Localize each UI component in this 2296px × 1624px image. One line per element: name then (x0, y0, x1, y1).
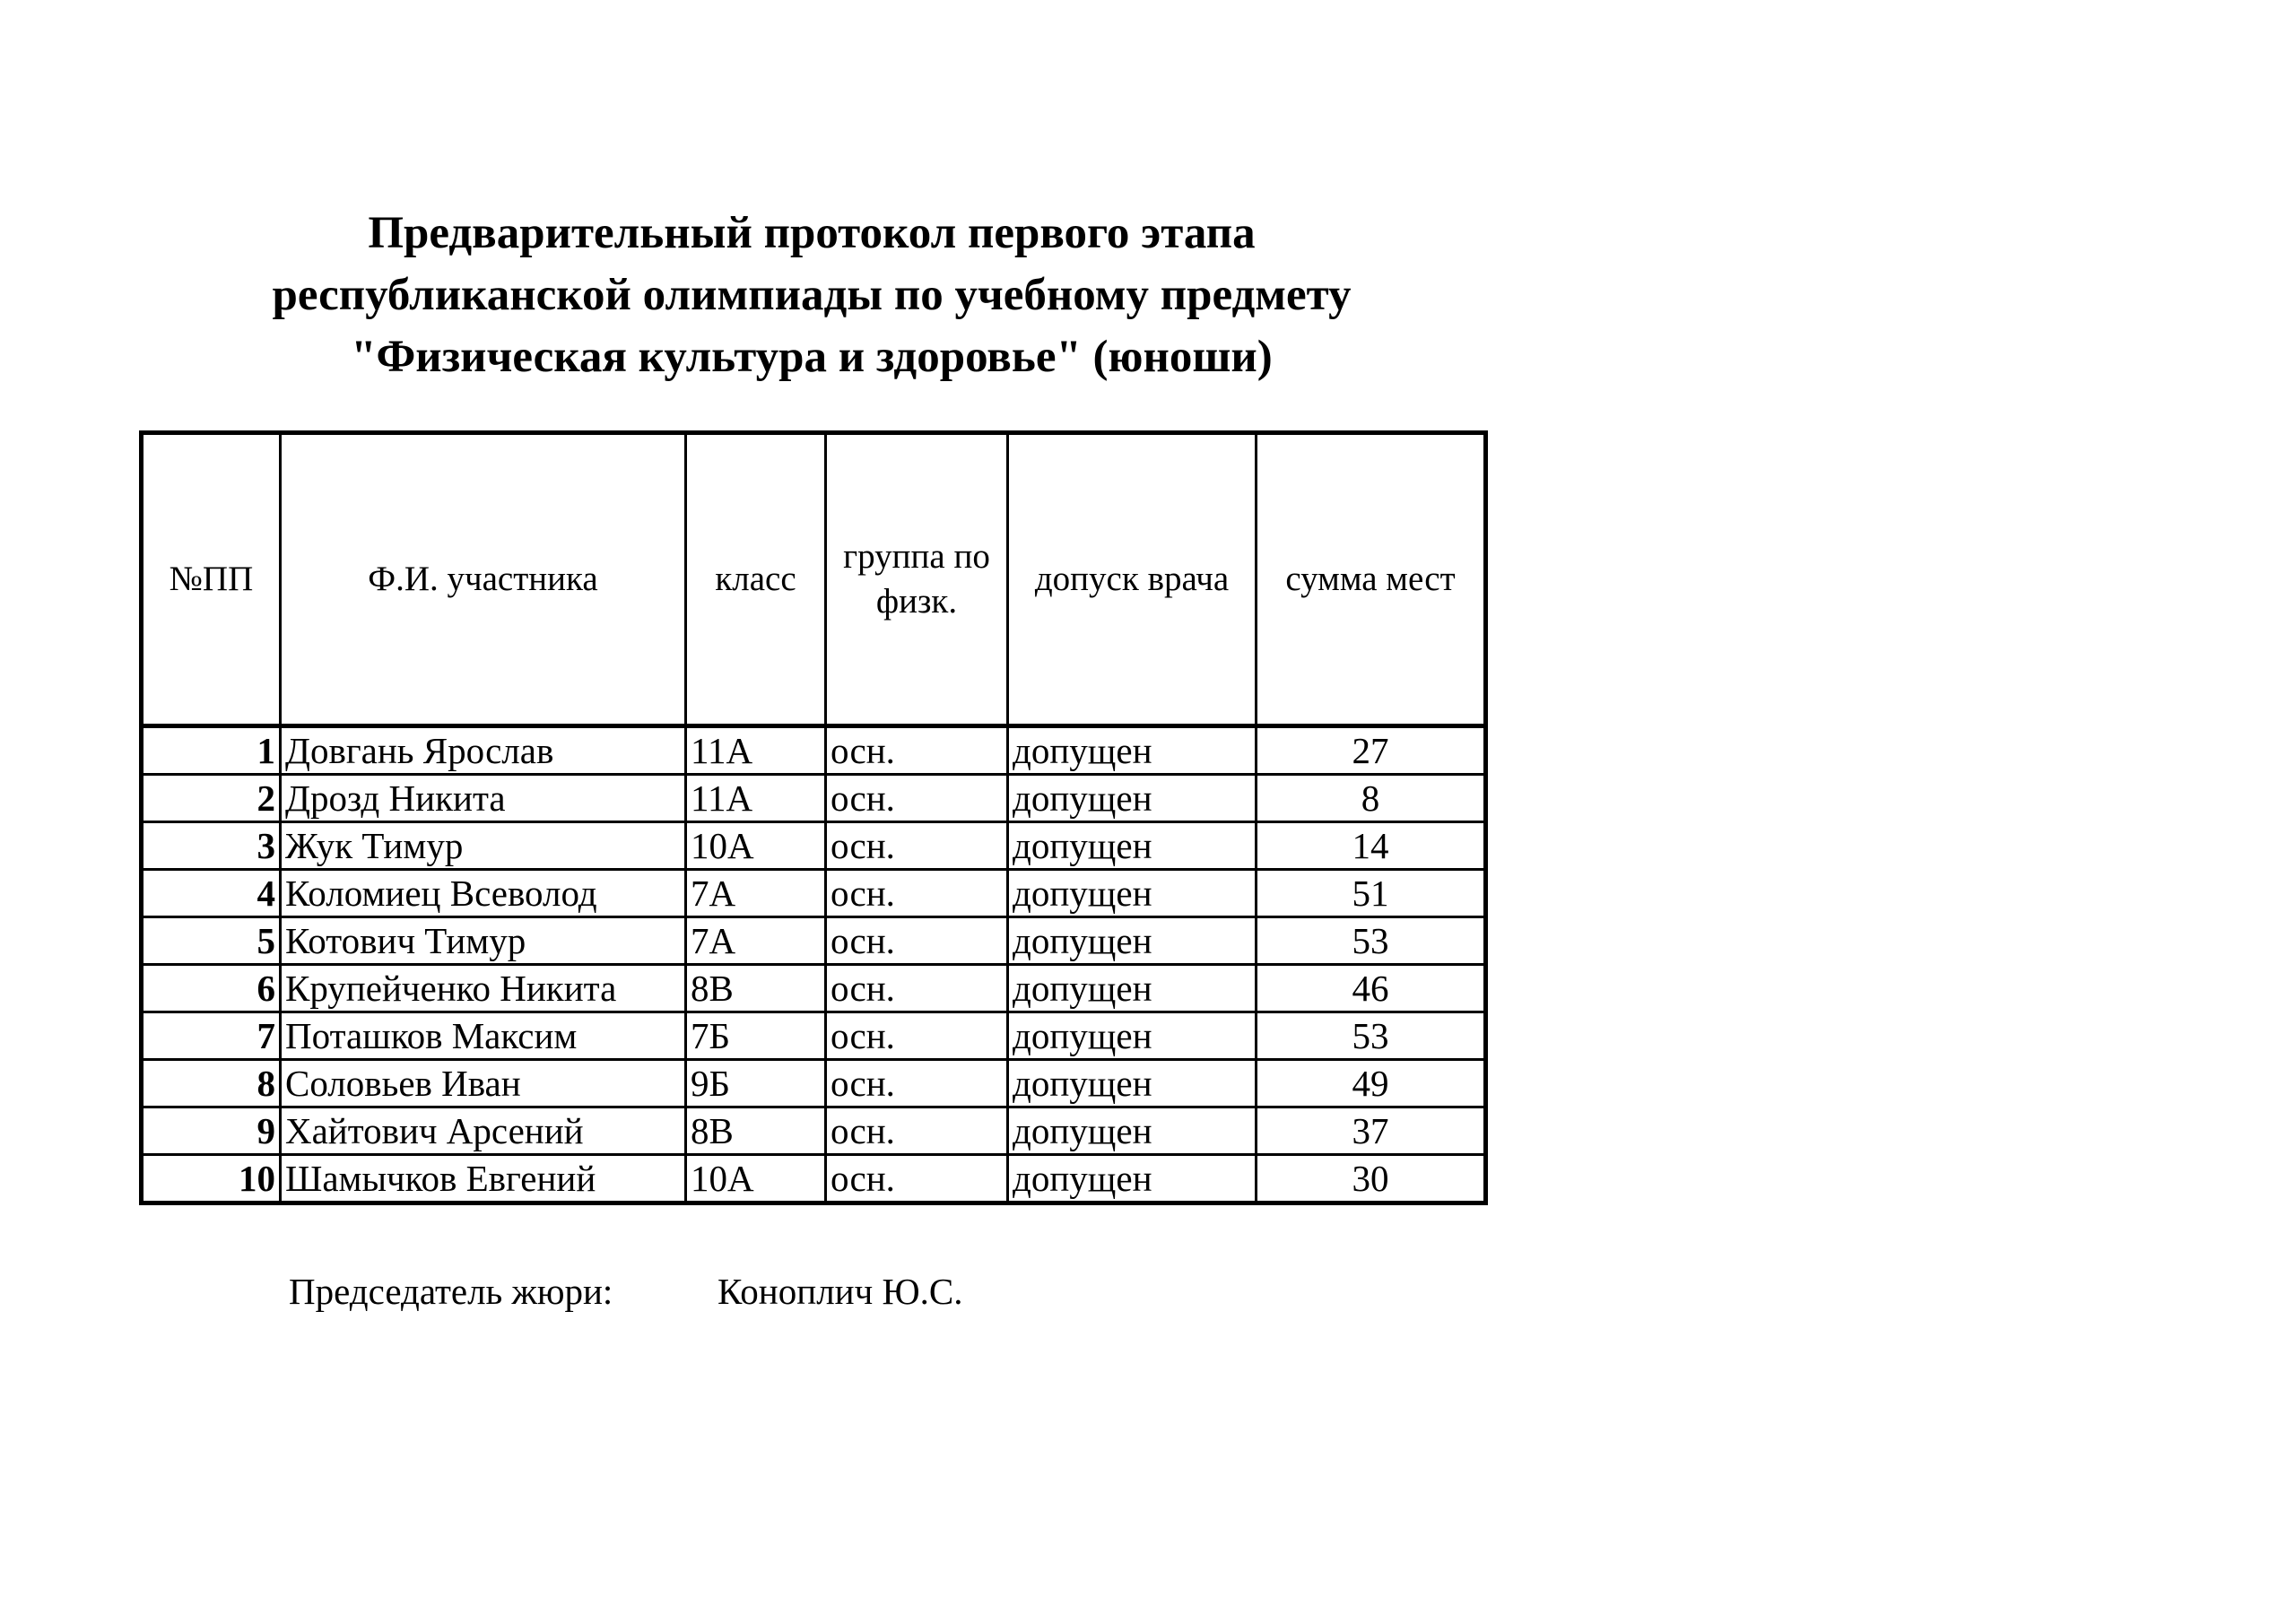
cell-num: 3 (142, 822, 281, 870)
cell-class: 10А (686, 1155, 826, 1203)
cell-group: осн. (826, 917, 1008, 965)
cell-num: 10 (142, 1155, 281, 1203)
title-line-1: Предварительный протокол первого этапа (368, 208, 1256, 258)
cell-sum: 8 (1257, 775, 1486, 822)
cell-admission: допущен (1008, 726, 1257, 775)
cell-name: Дрозд Никита (281, 775, 686, 822)
cell-num: 4 (142, 870, 281, 917)
cell-group: осн. (826, 1012, 1008, 1060)
document-title (139, 203, 1484, 388)
cell-name: Шамычков Евгений (281, 1155, 686, 1203)
title-line-2: республиканской олимпиады по учебному предмету (272, 270, 1352, 320)
header-num: №ПП (142, 433, 281, 726)
cell-name: Крупейченко Никита (281, 965, 686, 1012)
cell-name: Соловьев Иван (281, 1060, 686, 1107)
cell-sum: 53 (1257, 917, 1486, 965)
table-row (142, 822, 1486, 870)
cell-group: осн. (826, 965, 1008, 1012)
cell-admission: допущен (1008, 1107, 1257, 1155)
cell-sum: 49 (1257, 1060, 1486, 1107)
cell-group: осн. (826, 1155, 1008, 1203)
cell-sum: 51 (1257, 870, 1486, 917)
table-row (142, 917, 1486, 965)
cell-name: Котович Тимур (281, 917, 686, 965)
cell-sum: 46 (1257, 965, 1486, 1012)
table-row (142, 1012, 1486, 1060)
cell-class: 8В (686, 965, 826, 1012)
cell-class: 11А (686, 726, 826, 775)
table-row (142, 965, 1486, 1012)
cell-num: 6 (142, 965, 281, 1012)
table-row (142, 1060, 1486, 1107)
cell-admission: допущен (1008, 917, 1257, 965)
cell-num: 2 (142, 775, 281, 822)
cell-name: Довгань Ярослав (281, 726, 686, 775)
jury-chair-label: Председатель жюри: (289, 1271, 613, 1312)
cell-num: 1 (142, 726, 281, 775)
cell-name: Жук Тимур (281, 822, 686, 870)
cell-group: осн. (826, 1060, 1008, 1107)
cell-sum: 53 (1257, 1012, 1486, 1060)
cell-num: 7 (142, 1012, 281, 1060)
cell-admission: допущен (1008, 965, 1257, 1012)
cell-admission: допущен (1008, 822, 1257, 870)
header-sum: сумма мест (1257, 433, 1486, 726)
cell-num: 5 (142, 917, 281, 965)
cell-name: Хайтович Арсений (281, 1107, 686, 1155)
cell-sum: 30 (1257, 1155, 1486, 1203)
header-row (142, 433, 1486, 726)
cell-group: осн. (826, 822, 1008, 870)
cell-class: 8В (686, 1107, 826, 1155)
header-group: группа по физк. (826, 433, 1008, 726)
table-row (142, 775, 1486, 822)
cell-class: 11А (686, 775, 826, 822)
cell-group: осн. (826, 775, 1008, 822)
cell-class: 7Б (686, 1012, 826, 1060)
cell-num: 9 (142, 1107, 281, 1155)
cell-admission: допущен (1008, 775, 1257, 822)
cell-sum: 37 (1257, 1107, 1486, 1155)
cell-num: 8 (142, 1060, 281, 1107)
jury-chair-name: Коноплич Ю.С. (718, 1271, 963, 1312)
cell-group: осн. (826, 726, 1008, 775)
cell-admission: допущен (1008, 1060, 1257, 1107)
header-name: Ф.И. участника (281, 433, 686, 726)
cell-class: 10А (686, 822, 826, 870)
cell-name: Коломиец Всеволод (281, 870, 686, 917)
protocol-table (139, 430, 1488, 1205)
cell-group: осн. (826, 870, 1008, 917)
cell-sum: 14 (1257, 822, 1486, 870)
title-line-3: "Физическая культура и здоровье" (юноши) (351, 332, 1273, 382)
cell-class: 7А (686, 917, 826, 965)
cell-admission: допущен (1008, 870, 1257, 917)
table-row (142, 1155, 1486, 1203)
header-admission: допуск врача (1008, 433, 1257, 726)
cell-class: 9Б (686, 1060, 826, 1107)
table-row (142, 870, 1486, 917)
cell-name: Поташков Максим (281, 1012, 686, 1060)
table-row (142, 1107, 1486, 1155)
table-row (142, 726, 1486, 775)
cell-sum: 27 (1257, 726, 1486, 775)
cell-class: 7А (686, 870, 826, 917)
header-class: класс (686, 433, 826, 726)
cell-admission: допущен (1008, 1012, 1257, 1060)
cell-admission: допущен (1008, 1155, 1257, 1203)
cell-group: осн. (826, 1107, 1008, 1155)
